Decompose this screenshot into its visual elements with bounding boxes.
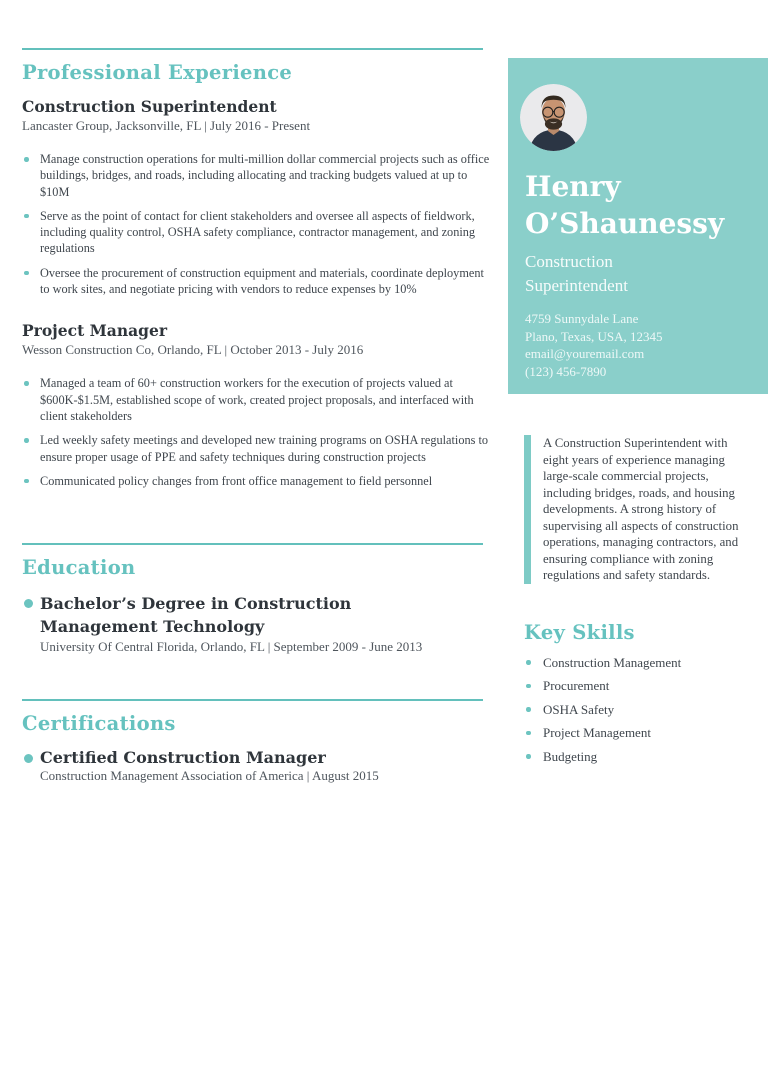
section-divider xyxy=(22,543,483,545)
job-title: Construction Superintendent xyxy=(22,97,277,116)
skills-list xyxy=(524,655,768,765)
bullet-item xyxy=(22,375,492,424)
bullet-dot-icon xyxy=(526,707,531,712)
job-entry xyxy=(22,97,490,297)
skill-item xyxy=(524,725,768,741)
key-skills-heading: Key Skills xyxy=(524,620,635,644)
job-title: Project Manager xyxy=(22,321,168,341)
education-entry xyxy=(22,593,484,655)
skill-item xyxy=(524,678,768,694)
bullet-list xyxy=(22,151,490,297)
contact-block xyxy=(525,310,748,380)
skill-text: Procurement xyxy=(543,678,610,693)
bullet-dot-icon xyxy=(24,479,29,484)
skill-item xyxy=(524,702,768,718)
section-divider xyxy=(22,699,483,701)
skill-text: Project Management xyxy=(543,725,651,740)
section-certifications xyxy=(22,699,484,784)
contact-address-line2: Plano, Texas, USA, 12345 xyxy=(525,328,663,344)
contact-phone: (123) 456-7890 xyxy=(525,363,607,379)
bullet-item xyxy=(22,208,492,257)
sidebar xyxy=(508,58,768,394)
section-experience xyxy=(22,48,490,497)
experience-heading: Professional Experience xyxy=(22,61,293,84)
education-heading: Education xyxy=(22,556,136,579)
bullet-dot-icon xyxy=(24,438,29,443)
degree-title: Bachelor’s Degree in Construction Management Technology xyxy=(40,594,352,636)
summary-text: A Construction Superintendent with eight years of experience managing large-scale commercial projects, including bridges, roads, and housing developments. A strong history of supervising all aspects of construction operations, managing contractors, and ensuring compliance with zoning regulations and safety standards. xyxy=(543,436,739,582)
section-education xyxy=(22,543,484,655)
certifications-heading: Certifications xyxy=(22,712,176,735)
bullet-item xyxy=(22,265,492,298)
bullet-dot-icon xyxy=(526,660,531,665)
bullet-text: Led weekly safety meetings and developed new training programs on OSHA regulations to ensure proper usage of PPE and safety techniques during construction projects xyxy=(40,433,489,464)
contact-address-line1: 4759 Sunnydale Lane xyxy=(525,311,639,326)
bullet-item xyxy=(22,432,492,465)
bullet-text: Serve as the point of contact for client stakeholders and oversee all aspects of fieldwork, including quality control, OSHA safety compliance, contractor management, and zoning regulations xyxy=(40,208,476,256)
right-column xyxy=(508,58,768,772)
bullet-dot-icon xyxy=(526,731,531,736)
contact-email: email@youremail.com xyxy=(525,346,645,361)
bullet-dot-icon xyxy=(526,684,531,689)
bullet-item xyxy=(22,151,492,200)
job-meta: Lancaster Group, Jacksonville, FL | July 2016 - Present xyxy=(22,118,311,133)
person-job-title: Construction Superintendent xyxy=(525,252,628,295)
certification-meta: Construction Management Association of America | August 2015 xyxy=(40,768,379,783)
certification-title: Certified Construction Manager xyxy=(40,748,326,767)
profile-photo xyxy=(520,84,587,151)
degree-meta: University Of Central Florida, Orlando, FL | September 2009 - June 2013 xyxy=(40,639,423,654)
bullet-dot-icon xyxy=(24,381,29,386)
skill-item xyxy=(524,749,768,765)
bullet-dot-icon xyxy=(24,271,29,276)
skill-item xyxy=(524,655,768,671)
job-entry xyxy=(22,321,489,489)
bullet-dot-icon xyxy=(24,599,33,608)
bullet-text: Manage construction operations for multi-million dollar commercial projects such as office buildings, bridges, and roads, including allocating and tracking budgets valued at up to $10M xyxy=(40,152,490,199)
bullet-dot-icon xyxy=(24,157,29,162)
job-meta: Wesson Construction Co, Orlando, FL | October 2013 - July 2016 xyxy=(22,342,364,358)
skill-text: Budgeting xyxy=(543,748,598,764)
bullet-text: Oversee the procurement of construction equipment and materials, coordinate deployment to work sites, and negotiate pricing with vendors to reduce expenses by 10% xyxy=(40,265,484,297)
bullet-text: Communicated policy changes from front office management to field personnel xyxy=(40,473,433,488)
skill-text: OSHA Safety xyxy=(543,701,615,717)
bullet-dot-icon xyxy=(24,214,29,219)
section-divider xyxy=(22,48,483,50)
summary-block xyxy=(524,435,768,584)
bullet-list xyxy=(22,375,489,489)
bullet-text: Managed a team of 60+ construction workers for the execution of projects valued at $600K-$1.5M, established scope of work, created project proposals, and interfaced with client stakeholders xyxy=(40,376,474,423)
bullet-dot-icon xyxy=(24,754,33,763)
skill-text: Construction Management xyxy=(543,654,682,670)
bullet-dot-icon xyxy=(526,754,531,759)
summary-accent-bar xyxy=(524,435,531,584)
bullet-item xyxy=(22,473,492,489)
person-name: Henry O’Shaunessy xyxy=(525,170,725,240)
certification-entry xyxy=(22,748,484,784)
